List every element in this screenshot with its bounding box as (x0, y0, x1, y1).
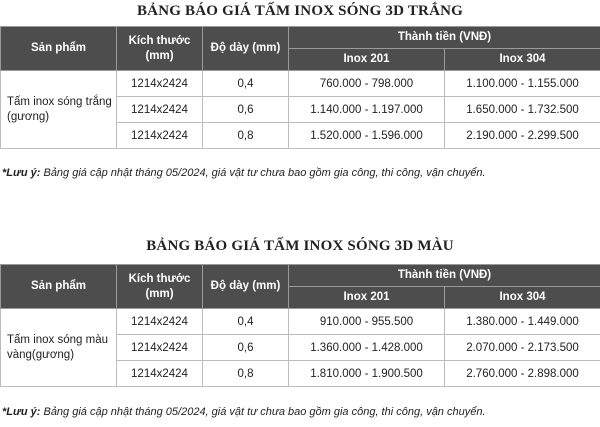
note-label: *Lưu ý: (2, 167, 41, 179)
header-thickness: Độ dày (mm) (203, 265, 289, 309)
header-thickness: Độ dày (mm) (203, 27, 289, 71)
cell-inox201: 910.000 - 955.500 (289, 309, 445, 335)
note-text: Bảng giá cập nhật tháng 05/2024, giá vật tư chưa bao gồm gia công, thi công, vận chuyển. (40, 406, 486, 418)
note-text: Bảng giá cập nhật tháng 05/2024, giá vật tư chưa bao gồm gia công, thi công, vận chuyển. (40, 167, 486, 179)
table-title-white: BẢNG BÁO GIÁ TẤM INOX SÓNG 3D TRẮNG (136, 3, 464, 19)
price-table-color (0, 264, 600, 387)
cell-inox304: 2.190.000 - 2.299.500 (445, 123, 600, 149)
header-size: Kích thước (mm) (117, 27, 203, 71)
cell-inox201: 1.810.000 - 1.900.500 (289, 361, 445, 387)
header-product: Sản phẩm (1, 27, 117, 71)
product-name: Tấm inox sóng trắng (gương) (1, 71, 117, 149)
cell-thickness: 0,6 (203, 97, 289, 123)
cell-inox201: 1.360.000 - 1.428.000 (289, 335, 445, 361)
cell-size: 1214x2424 (117, 71, 203, 97)
price-table-white (0, 26, 600, 149)
cell-inox304: 1.380.000 - 1.449.000 (445, 309, 600, 335)
cell-inox304: 2.760.000 - 2.898.000 (445, 361, 600, 387)
header-total: Thành tiền (VNĐ) (289, 265, 600, 287)
table-row (1, 71, 600, 97)
header-inox304: Inox 304 (445, 49, 600, 71)
cell-size: 1214x2424 (117, 361, 203, 387)
cell-size: 1214x2424 (117, 97, 203, 123)
cell-inox201: 760.000 - 798.000 (289, 71, 445, 97)
table-row (1, 309, 600, 335)
product-name: Tấm inox sóng màu vàng(gương) (1, 309, 117, 387)
note-color (2, 406, 486, 418)
cell-inox201: 1.140.000 - 1.197.000 (289, 97, 445, 123)
header-size: Kích thước (mm) (117, 265, 203, 309)
header-total: Thành tiền (VNĐ) (289, 27, 600, 49)
cell-inox304: 1.100.000 - 1.155.000 (445, 71, 600, 97)
cell-thickness: 0,8 (203, 123, 289, 149)
header-inox201: Inox 201 (289, 49, 445, 71)
note-white (2, 167, 486, 179)
header-product: Sản phẩm (1, 265, 117, 309)
cell-thickness: 0,4 (203, 71, 289, 97)
cell-inox304: 2.070.000 - 2.173.500 (445, 335, 600, 361)
cell-thickness: 0,6 (203, 335, 289, 361)
cell-inox304: 1.650.000 - 1.732.500 (445, 97, 600, 123)
cell-thickness: 0,8 (203, 361, 289, 387)
cell-size: 1214x2424 (117, 309, 203, 335)
cell-inox201: 1.520.000 - 1.596.000 (289, 123, 445, 149)
cell-size: 1214x2424 (117, 123, 203, 149)
header-inox304: Inox 304 (445, 287, 600, 309)
cell-thickness: 0,4 (203, 309, 289, 335)
table-title-color: BẢNG BÁO GIÁ TẤM INOX SÓNG 3D MÀU (146, 238, 454, 254)
note-label: *Lưu ý: (2, 406, 41, 418)
header-inox201: Inox 201 (289, 287, 445, 309)
cell-size: 1214x2424 (117, 335, 203, 361)
